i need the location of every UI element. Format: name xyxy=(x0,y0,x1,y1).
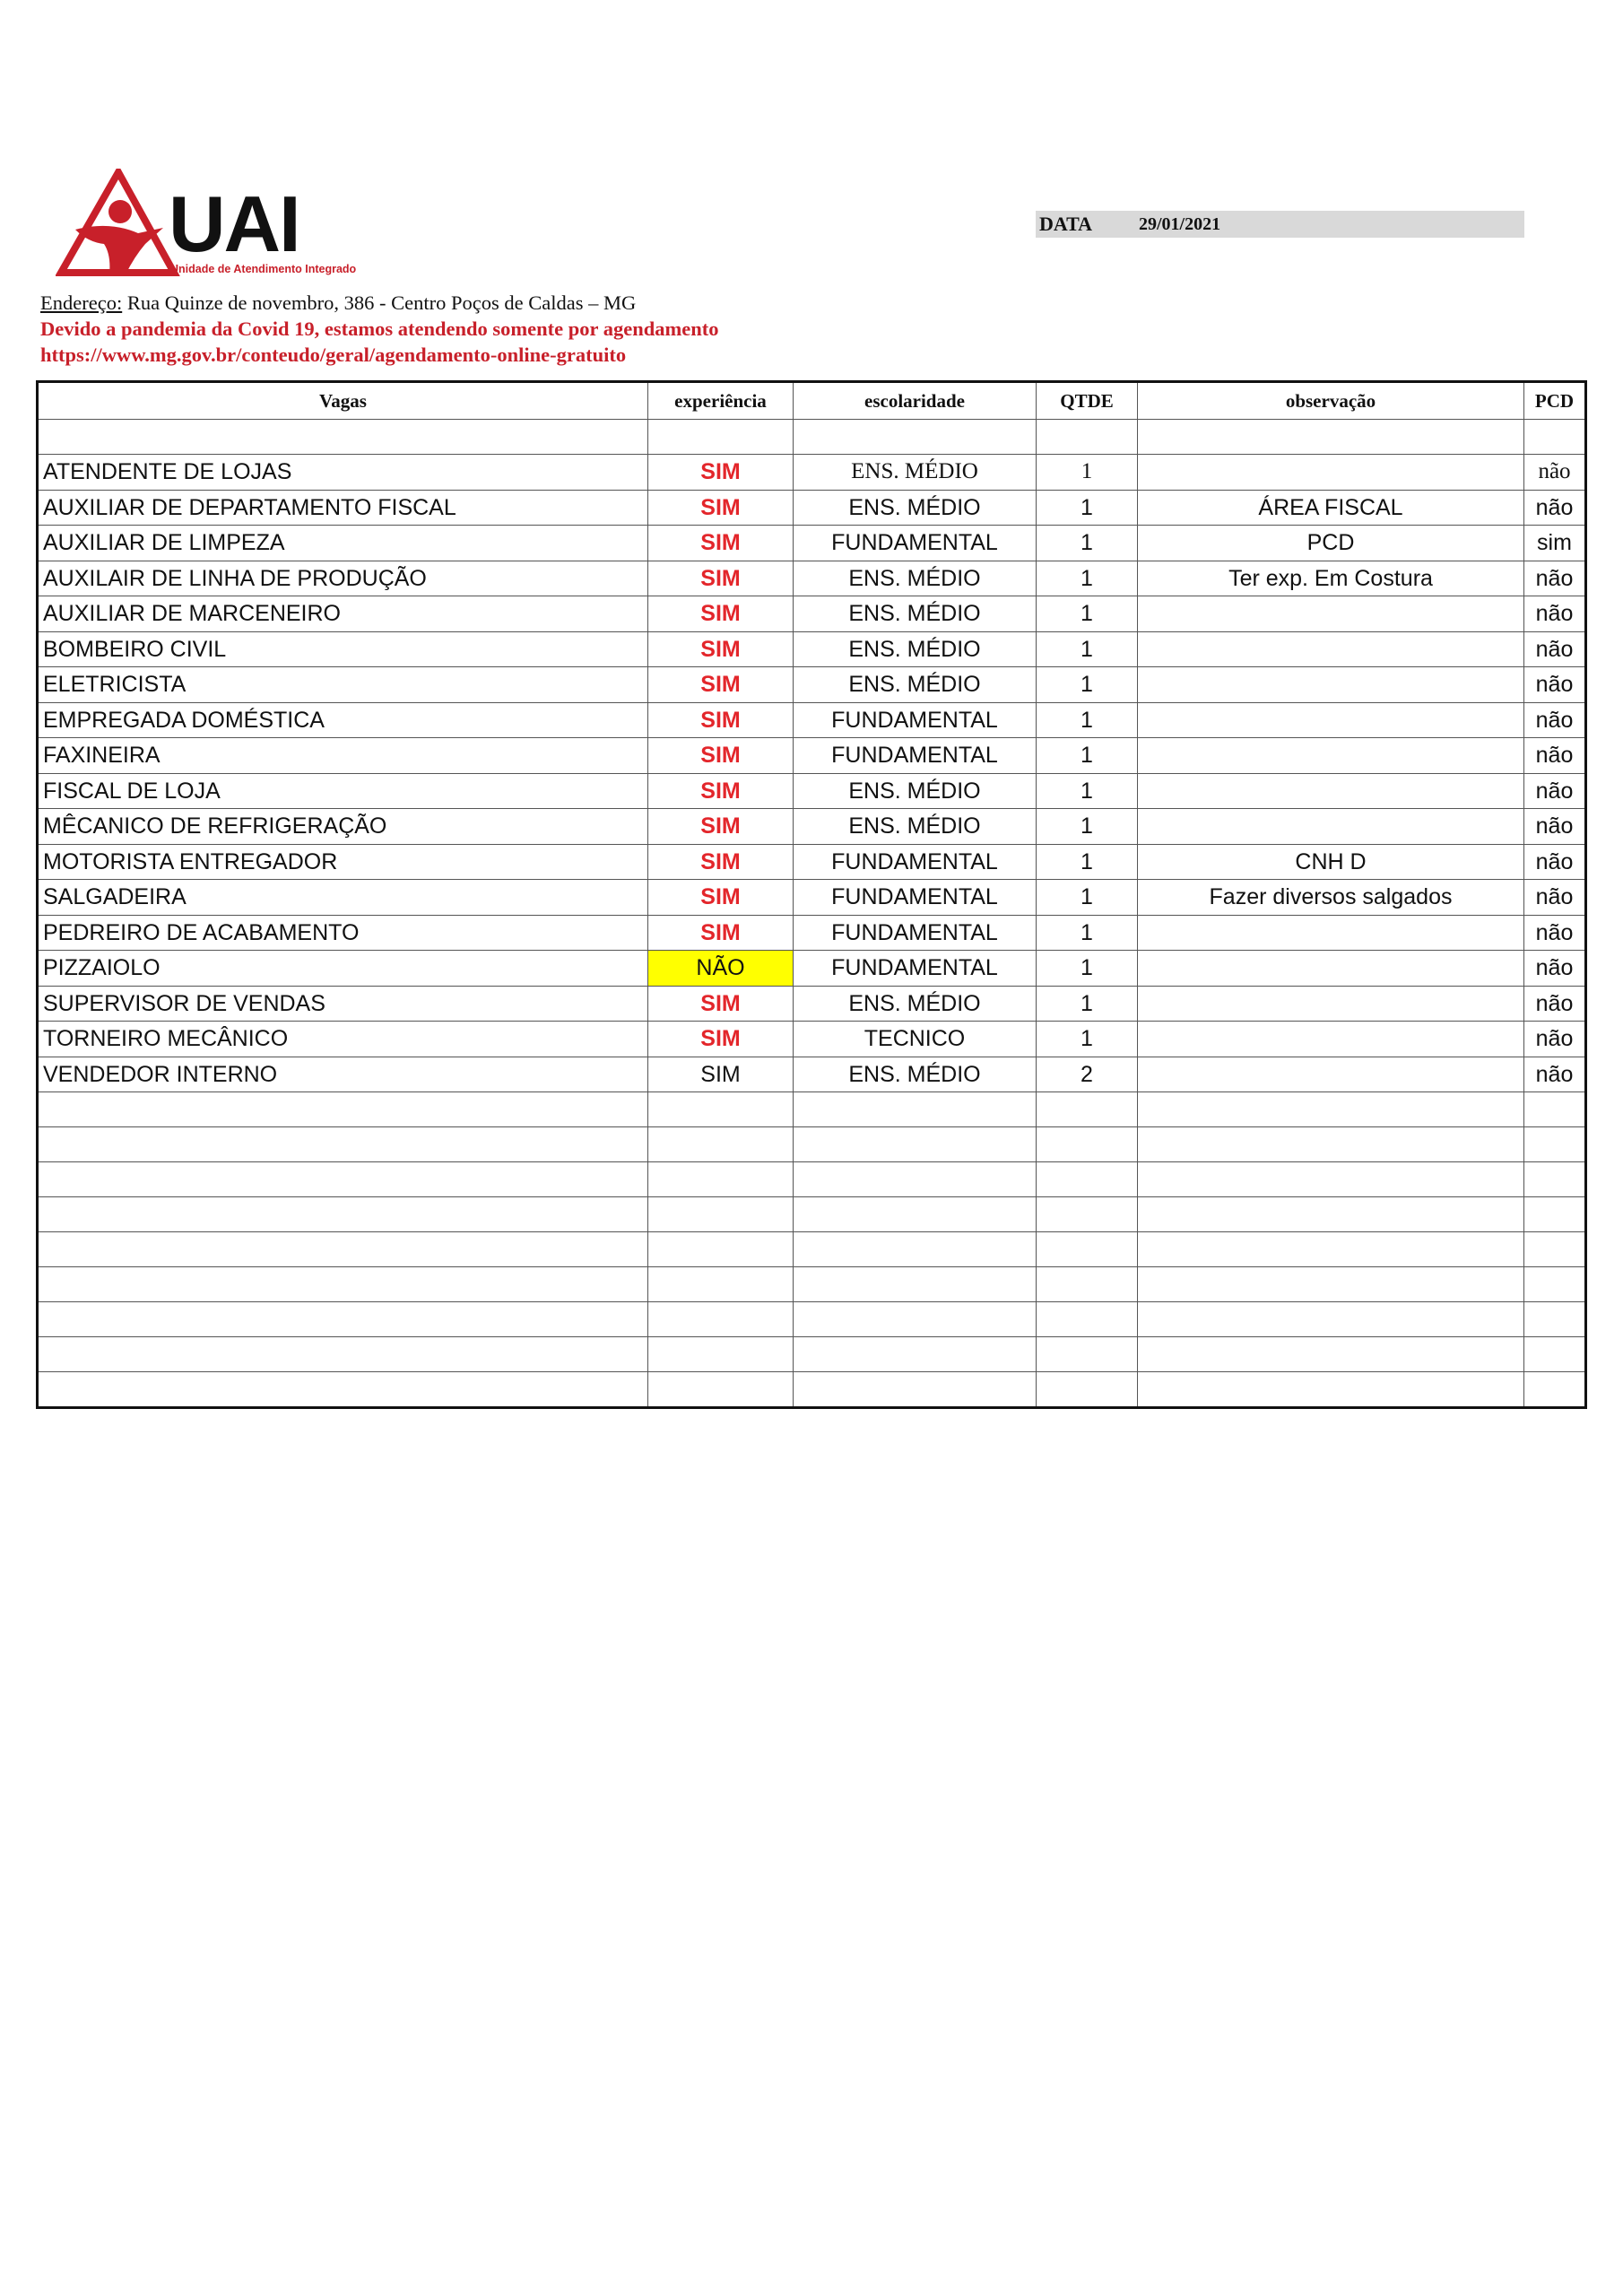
education-cell: ENS. MÉDIO xyxy=(794,809,1037,845)
empty-cell xyxy=(1138,1127,1524,1162)
address-line xyxy=(40,291,636,316)
job-title-cell: AUXILIAR DE DEPARTAMENTO FISCAL xyxy=(38,490,648,526)
observation-cell xyxy=(1138,667,1524,703)
empty-cell xyxy=(1037,1302,1138,1337)
experience-cell: SIM xyxy=(648,844,794,880)
job-title-cell: BOMBEIRO CIVIL xyxy=(38,631,648,667)
scheduling-url[interactable]: https://www.mg.gov.br/conteudo/geral/agendamento-online-gratuito xyxy=(40,344,627,366)
table-row xyxy=(38,526,1586,561)
job-title-cell: ELETRICISTA xyxy=(38,667,648,703)
pcd-cell: não xyxy=(1524,596,1586,632)
table-row xyxy=(38,667,1586,703)
quantity-cell: 1 xyxy=(1037,738,1138,774)
quantity-cell: 1 xyxy=(1037,561,1138,596)
quantity-cell: 1 xyxy=(1037,631,1138,667)
experience-cell: NÃO xyxy=(648,951,794,987)
pcd-cell: não xyxy=(1524,667,1586,703)
empty-cell xyxy=(38,1162,648,1197)
table-row xyxy=(38,596,1586,632)
job-title-cell: SALGADEIRA xyxy=(38,880,648,916)
quantity-cell: 1 xyxy=(1037,844,1138,880)
empty-row xyxy=(38,1337,1586,1372)
empty-row xyxy=(38,1127,1586,1162)
job-openings-table xyxy=(36,380,1587,1409)
empty-cell xyxy=(1524,1267,1586,1302)
quantity-cell: 1 xyxy=(1037,455,1138,491)
job-title-cell: PIZZAIOLO xyxy=(38,951,648,987)
empty-cell xyxy=(794,1092,1037,1127)
experience-cell: SIM xyxy=(648,915,794,951)
quantity-cell: 1 xyxy=(1037,596,1138,632)
logo-subtitle: Unidade de Atendimento Integrado xyxy=(170,263,357,275)
quantity-cell: 1 xyxy=(1037,490,1138,526)
pcd-cell: não xyxy=(1524,844,1586,880)
empty-cell xyxy=(1037,1267,1138,1302)
education-cell: FUNDAMENTAL xyxy=(794,915,1037,951)
empty-cell xyxy=(1138,1162,1524,1197)
empty-cell xyxy=(794,1267,1037,1302)
empty-cell xyxy=(794,1337,1037,1372)
table-row xyxy=(38,631,1586,667)
empty-cell xyxy=(1037,1092,1138,1127)
education-cell: ENS. MÉDIO xyxy=(794,561,1037,596)
education-cell: FUNDAMENTAL xyxy=(794,702,1037,738)
education-cell: ENS. MÉDIO xyxy=(794,631,1037,667)
experience-cell: SIM xyxy=(648,1057,794,1092)
observation-cell xyxy=(1138,455,1524,491)
pcd-cell: sim xyxy=(1524,526,1586,561)
empty-cell xyxy=(1138,1232,1524,1267)
empty-cell xyxy=(1138,1302,1524,1337)
experience-cell: SIM xyxy=(648,667,794,703)
pcd-cell: não xyxy=(1524,702,1586,738)
covid-notice: Devido a pandemia da Covid 19, estamos atendendo somente por agendamento xyxy=(40,317,719,340)
table-row xyxy=(38,986,1586,1022)
quantity-cell: 1 xyxy=(1037,809,1138,845)
empty-cell xyxy=(794,1372,1037,1408)
quantity-cell: 1 xyxy=(1037,773,1138,809)
empty-cell xyxy=(38,1337,648,1372)
logo-wordmark: UAI xyxy=(169,179,299,268)
empty-cell xyxy=(38,1232,648,1267)
uai-person-triangle-icon xyxy=(56,169,181,281)
pcd-cell: não xyxy=(1524,738,1586,774)
empty-cell xyxy=(1138,1092,1524,1127)
empty-cell xyxy=(1524,1092,1586,1127)
observation-cell xyxy=(1138,702,1524,738)
empty-cell xyxy=(648,1092,794,1127)
quantity-cell: 1 xyxy=(1037,526,1138,561)
column-header-observacao: observação xyxy=(1138,382,1524,420)
pcd-cell: não xyxy=(1524,631,1586,667)
pcd-cell: não xyxy=(1524,880,1586,916)
column-header-pcd: PCD xyxy=(1524,382,1586,420)
empty-cell xyxy=(1037,1232,1138,1267)
observation-cell: PCD xyxy=(1138,526,1524,561)
table-row xyxy=(38,1022,1586,1057)
observation-cell: ÁREA FISCAL xyxy=(1138,490,1524,526)
empty-cell xyxy=(1524,1232,1586,1267)
observation-cell: Fazer diversos salgados xyxy=(1138,880,1524,916)
experience-cell: SIM xyxy=(648,773,794,809)
empty-cell xyxy=(648,1267,794,1302)
observation-cell: CNH D xyxy=(1138,844,1524,880)
column-header-qtde: QTDE xyxy=(1037,382,1138,420)
quantity-cell: 1 xyxy=(1037,667,1138,703)
experience-cell: SIM xyxy=(648,596,794,632)
quantity-cell: 1 xyxy=(1037,951,1138,987)
pcd-cell: não xyxy=(1524,773,1586,809)
experience-cell: SIM xyxy=(648,986,794,1022)
empty-cell xyxy=(1524,1127,1586,1162)
job-title-cell: PEDREIRO DE ACABAMENTO xyxy=(38,915,648,951)
table-row xyxy=(38,844,1586,880)
empty-cell xyxy=(794,1127,1037,1162)
pcd-cell: não xyxy=(1524,951,1586,987)
table-row xyxy=(38,951,1586,987)
empty-cell xyxy=(1037,1337,1138,1372)
experience-cell: SIM xyxy=(648,738,794,774)
education-cell: ENS. MÉDIO xyxy=(794,1057,1037,1092)
empty-cell xyxy=(38,1127,648,1162)
empty-cell xyxy=(1138,1372,1524,1408)
empty-cell xyxy=(794,1197,1037,1232)
empty-row xyxy=(38,1232,1586,1267)
experience-cell: SIM xyxy=(648,526,794,561)
experience-cell: SIM xyxy=(648,880,794,916)
job-title-cell: AUXILAIR DE LINHA DE PRODUÇÃO xyxy=(38,561,648,596)
empty-cell xyxy=(1037,1372,1138,1408)
column-header-vagas: Vagas xyxy=(38,382,648,420)
date-label: DATA xyxy=(1039,213,1093,235)
education-cell: ENS. MÉDIO xyxy=(794,773,1037,809)
education-cell: TECNICO xyxy=(794,1022,1037,1057)
quantity-cell: 1 xyxy=(1037,986,1138,1022)
table-row xyxy=(38,738,1586,774)
job-title-cell: EMPREGADA DOMÉSTICA xyxy=(38,702,648,738)
table-row xyxy=(38,561,1586,596)
empty-cell xyxy=(648,1162,794,1197)
job-title-cell: MÊCANICO DE REFRIGERAÇÃO xyxy=(38,809,648,845)
education-cell: FUNDAMENTAL xyxy=(794,738,1037,774)
table-row xyxy=(38,702,1586,738)
experience-cell: SIM xyxy=(648,1022,794,1057)
job-title-cell: SUPERVISOR DE VENDAS xyxy=(38,986,648,1022)
observation-cell xyxy=(1138,631,1524,667)
education-cell: ENS. MÉDIO xyxy=(794,667,1037,703)
pcd-cell: não xyxy=(1524,1057,1586,1092)
job-title-cell: TORNEIRO MECÂNICO xyxy=(38,1022,648,1057)
education-cell: FUNDAMENTAL xyxy=(794,526,1037,561)
empty-cell xyxy=(1524,1337,1586,1372)
pcd-cell: não xyxy=(1524,561,1586,596)
experience-cell: SIM xyxy=(648,455,794,491)
uai-logo xyxy=(56,169,357,281)
experience-cell: SIM xyxy=(648,561,794,596)
empty-row xyxy=(38,1092,1586,1127)
column-header-escolaridade: escolaridade xyxy=(794,382,1037,420)
job-title-cell: AUXILIAR DE MARCENEIRO xyxy=(38,596,648,632)
observation-cell xyxy=(1138,986,1524,1022)
pcd-cell: não xyxy=(1524,1022,1586,1057)
pcd-cell: não xyxy=(1524,455,1586,491)
date-value: 29/01/2021 xyxy=(1139,214,1221,234)
empty-cell xyxy=(1138,1267,1524,1302)
pcd-cell: não xyxy=(1524,915,1586,951)
empty-cell xyxy=(1037,1197,1138,1232)
empty-cell xyxy=(38,1267,648,1302)
observation-cell xyxy=(1138,1057,1524,1092)
quantity-cell: 1 xyxy=(1037,702,1138,738)
pcd-cell: não xyxy=(1524,986,1586,1022)
empty-cell xyxy=(38,1302,648,1337)
column-header-experiencia: experiência xyxy=(648,382,794,420)
job-title-cell: FISCAL DE LOJA xyxy=(38,773,648,809)
address-label: Endereço: xyxy=(40,291,123,314)
experience-cell: SIM xyxy=(648,490,794,526)
empty-cell xyxy=(794,1162,1037,1197)
pcd-cell: não xyxy=(1524,809,1586,845)
empty-cell xyxy=(648,1232,794,1267)
empty-cell xyxy=(648,1127,794,1162)
observation-cell xyxy=(1138,951,1524,987)
education-cell: ENS. MÉDIO xyxy=(794,986,1037,1022)
empty-cell xyxy=(1524,1372,1586,1408)
observation-cell xyxy=(1138,738,1524,774)
empty-cell xyxy=(1524,1162,1586,1197)
empty-row xyxy=(38,1162,1586,1197)
quantity-cell: 1 xyxy=(1037,1022,1138,1057)
empty-row xyxy=(38,1197,1586,1232)
empty-cell xyxy=(648,1337,794,1372)
observation-cell: Ter exp. Em Costura xyxy=(1138,561,1524,596)
observation-cell xyxy=(1138,915,1524,951)
empty-row xyxy=(38,420,1586,455)
quantity-cell: 1 xyxy=(1037,880,1138,916)
empty-cell xyxy=(1524,1302,1586,1337)
experience-cell: SIM xyxy=(648,631,794,667)
empty-cell xyxy=(1037,1162,1138,1197)
empty-cell xyxy=(38,1372,648,1408)
education-cell: FUNDAMENTAL xyxy=(794,880,1037,916)
job-title-cell: VENDEDOR INTERNO xyxy=(38,1057,648,1092)
table-row xyxy=(38,455,1586,491)
date-box xyxy=(1036,211,1524,238)
empty-cell xyxy=(38,1197,648,1232)
table-row xyxy=(38,773,1586,809)
empty-cell xyxy=(648,1197,794,1232)
experience-cell: SIM xyxy=(648,809,794,845)
table-header-row xyxy=(38,382,1586,420)
empty-cell xyxy=(1138,1337,1524,1372)
empty-cell xyxy=(648,1302,794,1337)
empty-row xyxy=(38,1267,1586,1302)
table-row xyxy=(38,880,1586,916)
education-cell: ENS. MÉDIO xyxy=(794,596,1037,632)
empty-cell xyxy=(794,1232,1037,1267)
observation-cell xyxy=(1138,1022,1524,1057)
experience-cell: SIM xyxy=(648,702,794,738)
education-cell: ENS. MÉDIO xyxy=(794,455,1037,491)
observation-cell xyxy=(1138,596,1524,632)
address-text: Rua Quinze de novembro, 386 - Centro Poços de Caldas – MG xyxy=(126,291,637,314)
empty-cell xyxy=(648,1372,794,1408)
empty-cell xyxy=(794,1302,1037,1337)
table-row xyxy=(38,490,1586,526)
education-cell: ENS. MÉDIO xyxy=(794,490,1037,526)
pcd-cell: não xyxy=(1524,490,1586,526)
table-row xyxy=(38,1057,1586,1092)
quantity-cell: 2 xyxy=(1037,1057,1138,1092)
table-row xyxy=(38,809,1586,845)
observation-cell xyxy=(1138,773,1524,809)
empty-cell xyxy=(1138,1197,1524,1232)
empty-row xyxy=(38,1372,1586,1408)
education-cell: FUNDAMENTAL xyxy=(794,951,1037,987)
job-title-cell: AUXILIAR DE LIMPEZA xyxy=(38,526,648,561)
table-row xyxy=(38,915,1586,951)
job-title-cell: ATENDENTE DE LOJAS xyxy=(38,455,648,491)
observation-cell xyxy=(1138,809,1524,845)
empty-cell xyxy=(1037,1127,1138,1162)
job-title-cell: MOTORISTA ENTREGADOR xyxy=(38,844,648,880)
job-title-cell: FAXINEIRA xyxy=(38,738,648,774)
empty-row xyxy=(38,1302,1586,1337)
education-cell: FUNDAMENTAL xyxy=(794,844,1037,880)
empty-cell xyxy=(38,1092,648,1127)
quantity-cell: 1 xyxy=(1037,915,1138,951)
empty-cell xyxy=(1524,1197,1586,1232)
